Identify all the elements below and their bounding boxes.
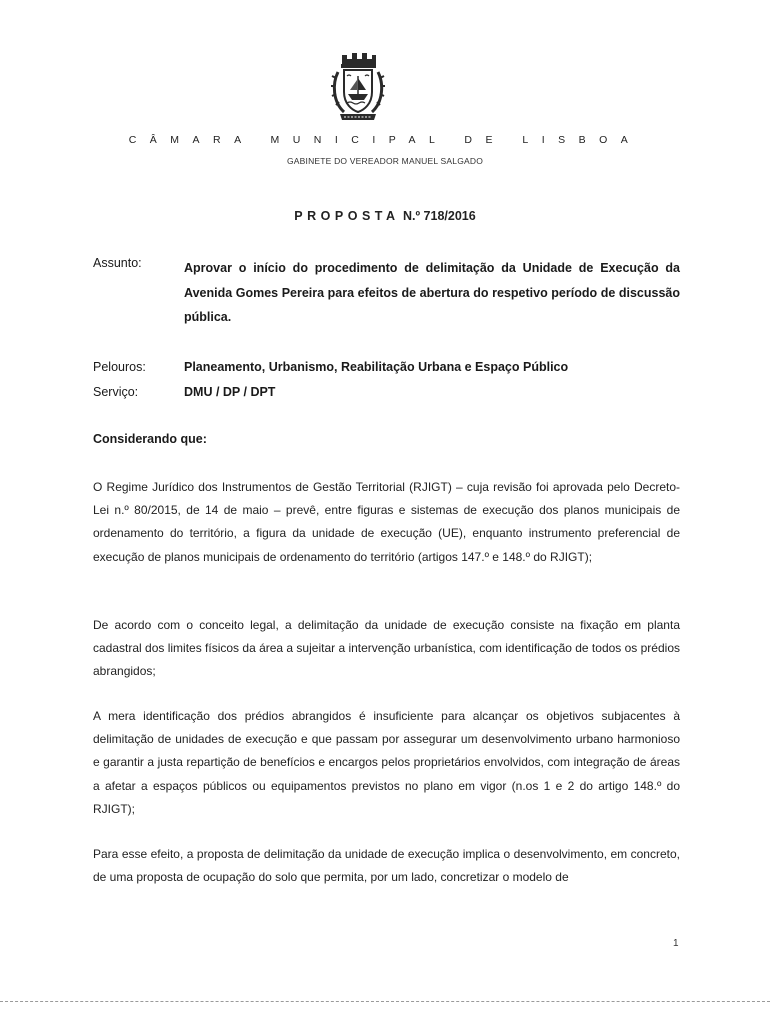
assunto-label: Assunto: bbox=[93, 256, 142, 270]
proposal-number: N.º 718/2016 bbox=[403, 209, 476, 223]
proposal-title bbox=[0, 209, 770, 223]
page-number: 1 bbox=[673, 938, 679, 949]
assunto-value: Aprovar o início do procedimento de delimitação da Unidade de Execução da Avenida Gomes Pereira para efeitos de abertura do respetivo período de discussão pública. bbox=[184, 261, 680, 324]
servico-value: DMU / DP / DPT bbox=[184, 385, 276, 399]
paragraph-3: A mera identificação dos prédios abrangidos é insuficiente para alcançar os objetivos subjacentes à delimitação de unidades de execução e que passam por assegurar um desenvolvimento urbano harmonioso e garantir a justa repartição de benefícios e encargos pelos proprietários envolvidos, com integração de áreas a afetar a espaços públicos ou equipamentos previstos no plano em vigor (n.os 1 e 2 do artigo 148.º do RJIGT); bbox=[93, 709, 680, 816]
pelouros-label: Pelouros: bbox=[93, 360, 146, 374]
pelouros-value: Planeamento, Urbanismo, Reabilitação Urbana e Espaço Público bbox=[184, 360, 569, 374]
paragraph-2: De acordo com o conceito legal, a delimitação da unidade de execução consiste na fixação em planta cadastral dos limites físicos da área a sujeitar a intervenção urbanística, com identificação de todos os prédios abrangidos; bbox=[93, 618, 680, 679]
page-bottom-rule bbox=[0, 1001, 770, 1002]
paragraph-1: O Regime Jurídico dos Instrumentos de Gestão Territorial (RJIGT) – cuja revisão foi aprovada pelo Decreto-Lei n.º 80/2015, de 14 de maio – prevê, entre figuras e sistemas de execução dos planos municipais de ordenamento do território, a figura da unidade de execução (UE), enquanto instrumento preferencial de execução de planos municipais de ordenamento do território (artigos 147.º e 148.º do RJIGT); bbox=[93, 480, 680, 564]
considering-heading: Considerando que: bbox=[93, 432, 207, 446]
cabinet-name: GABINETE DO VEREADOR MANUEL SALGADO bbox=[286, 156, 484, 166]
servico-label: Serviço: bbox=[93, 385, 139, 399]
paragraph-4: Para esse efeito, a proposta de delimitação da unidade de execução implica o desenvolvimento, em concreto, de uma proposta de ocupação do solo que permita, por um lado, concretizar o modelo de bbox=[93, 847, 680, 885]
lisbon-coat-of-arms-icon bbox=[330, 50, 386, 124]
proposal-label: PROPOSTA bbox=[294, 209, 400, 223]
organization-name: CÂMARA MUNICIPAL DE LISBOA bbox=[128, 134, 642, 146]
